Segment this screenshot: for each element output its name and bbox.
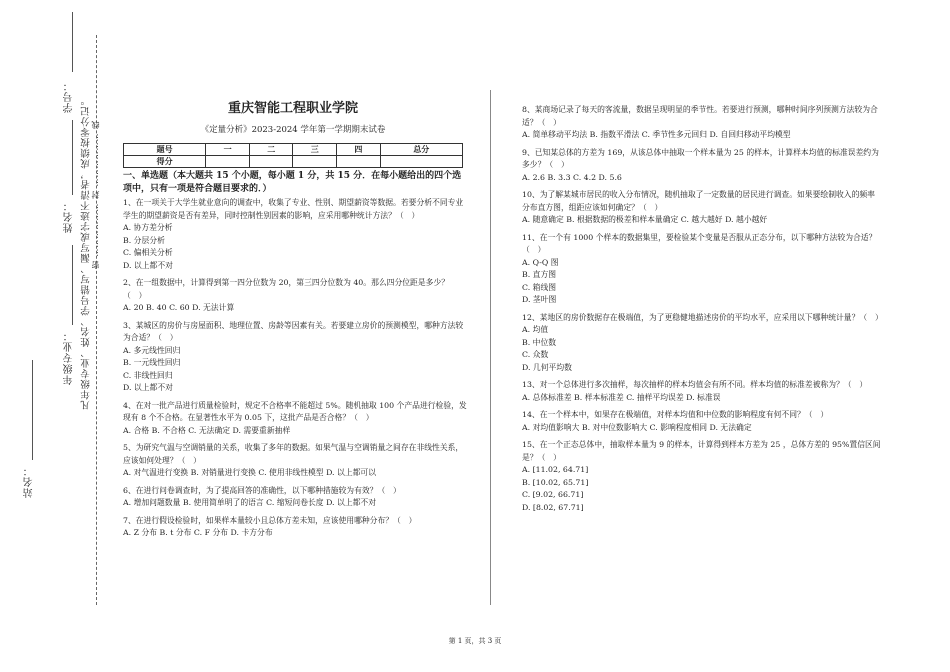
score-cell: 一 — [206, 144, 250, 156]
question-2 — [123, 277, 468, 315]
score-cell: 四 — [337, 144, 381, 156]
question-stem: 12、某地区的房价数据存在极端值，为了更稳健地描述房价的平均水平，应采用以下哪种统计量？（ ） — [522, 312, 883, 322]
question-option: A. [11.02, 64.71] — [522, 465, 589, 474]
unit-label: 站名： — [24, 465, 35, 498]
question-option: D. 茎叶图 — [522, 295, 557, 304]
question-option: D. 几何平均数 — [522, 362, 572, 372]
school-name: 重庆智能工程职业学院 — [227, 101, 358, 116]
page-footer: 第 1 页，共 3 页 — [448, 637, 502, 645]
score-entry-cell[interactable] — [337, 156, 381, 168]
score-table-header-row — [124, 144, 463, 156]
name-label: 姓名： — [64, 200, 75, 233]
score-entry-cell[interactable] — [249, 156, 293, 168]
question-option: B. 直方图 — [522, 270, 557, 279]
question-option: A. Q-Q 图 — [522, 257, 559, 267]
question-option: B. 分层分析 — [123, 235, 165, 245]
question-option: D. [8.02, 67.71] — [522, 502, 584, 512]
question-stem: 10、为了解某城市居民的收入分布情况，随机抽取了一定数量的居民进行调查。如果要绘制收入的频率分布直方图，组距应该如何确定？（ ） — [522, 190, 875, 212]
score-cell: 总分 — [380, 144, 462, 156]
name-field[interactable] — [72, 120, 73, 195]
question-6 — [123, 485, 468, 510]
question-11 — [522, 232, 882, 307]
question-option: D. 以上都不对 — [123, 383, 173, 392]
question-stem: 11、在一个有 1000 个样本的数据集里，要检验某个变量是否服从正态分布，以下哪种方法较为合适？（ ） — [522, 232, 877, 254]
question-option: A. 合格 B. 不合格 C. 无法确定 D. 需要重新抽样 — [123, 425, 291, 435]
grade-major-label: 年级专业： — [64, 330, 75, 385]
question-option: C. 众数 — [522, 350, 549, 359]
grade-major-field[interactable] — [72, 245, 73, 325]
question-stem: 7、在进行假设检验时，如果样本量较小且总体方差未知，应该使用哪种分布？（ ） — [123, 515, 417, 525]
question-9 — [522, 147, 882, 185]
score-row-label: 得分 — [124, 156, 206, 168]
question-10 — [522, 189, 882, 227]
question-option: A. 总体标准差 B. 样本标准差 C. 抽样平均误差 D. 标准误 — [522, 392, 721, 402]
question-option: A. 随意确定 B. 根据数据的极差和样本量确定 C. 越大越好 D. 越小越好 — [522, 215, 768, 224]
question-option: A. 多元线性回归 — [123, 345, 181, 355]
binding-notice: 凡年级专业、姓名、学号错写、漏写或字迹不清者，成绩按零分记。 — [81, 95, 92, 410]
question-1 — [123, 197, 468, 272]
question-stem: 9、已知某总体的方差为 169，从该总体中抽取一个样本量为 25 的样本，计算样本均值的标准误差约为多少？（ ） — [522, 147, 879, 169]
question-3 — [123, 320, 468, 395]
question-7 — [123, 515, 468, 540]
question-stem: 2、在一组数据中，计算得到第一四分位数为 20，第三四分位数为 40。那么四分位距是多少？（ ） — [123, 278, 450, 300]
question-4 — [123, 400, 468, 438]
question-13 — [522, 379, 882, 404]
question-stem: 14、在一个样本中，如果存在极端值，对样本均值和中位数的影响程度有何不同？（ ） — [522, 410, 829, 419]
question-option: C. 箱线图 — [522, 282, 557, 292]
question-option: C. 偏相关分析 — [123, 248, 173, 257]
score-cell: 题号 — [124, 144, 206, 156]
score-entry-cell[interactable] — [380, 156, 462, 168]
right-question-list — [522, 104, 882, 519]
question-option: A. 简单移动平均法 B. 指数平滑法 C. 季节性多元回归 D. 自回归移动平均模型 — [522, 130, 791, 139]
score-entry-cell[interactable] — [293, 156, 337, 168]
question-option: A. 增加问题数量 B. 使用简单明了的语言 C. 缩短问卷长度 D. 以上都不对 — [123, 498, 376, 507]
question-option: A. 20 B. 40 C. 60 D. 无法计算 — [123, 303, 235, 312]
seal-text: 密 ……………… 封 ……………… 线 — [91, 120, 100, 270]
question-option: A. 对均值影响大 B. 对中位数影响大 C. 影响程度相同 D. 无法确定 — [522, 422, 752, 432]
question-option: A. 对气温进行变换 B. 对销量进行变换 C. 使用非线性模型 D. 以上都可以 — [123, 468, 376, 477]
student-id-field[interactable] — [72, 12, 73, 72]
score-entry-cell[interactable] — [206, 156, 250, 168]
question-stem: 4、在对一批产品进行质量检验时，规定不合格率不能超过 5%。随机抽取 100 个产品进行检验，发现有 8 个不合格。在显著性水平为 0.05 下，这批产品是否合格？（ ） — [123, 400, 467, 422]
score-table-score-row — [124, 156, 463, 168]
question-option: C. [9.02, 66.71] — [522, 490, 584, 499]
column-divider — [490, 90, 491, 605]
left-question-list — [123, 197, 468, 545]
question-option: A. Z 分布 B. t 分布 C. F 分布 D. 卡方分布 — [123, 528, 273, 537]
score-table — [123, 143, 463, 168]
question-stem: 5、为研究气温与空调销量的关系，收集了多年的数据。如果气温与空调销量之间存在非线性关系，应该如何处理？（ ） — [123, 443, 464, 465]
question-stem: 6、在进行问卷调查时，为了提高回答的准确性，以下哪种措施较为有效？（ ） — [123, 485, 401, 495]
score-cell: 三 — [293, 144, 337, 156]
question-option: D. 以上都不对 — [123, 260, 173, 270]
score-cell: 二 — [249, 144, 293, 156]
question-option: A. 2.6 B. 3.3 C. 4.2 D. 5.6 — [522, 172, 622, 182]
binding-margin — [0, 0, 110, 672]
question-option: A. 均值 — [522, 325, 549, 334]
question-option: B. [10.02, 65.71] — [522, 477, 589, 487]
question-stem: 8、某商场记录了每天的客流量，数据呈现明显的季节性。若要进行预测，哪种时间序列预测方法较为合适？（ ） — [522, 105, 878, 127]
question-option: B. 一元线性回归 — [123, 358, 181, 367]
student-id-label: 学号： — [64, 80, 75, 113]
question-14 — [522, 409, 882, 434]
question-option: C. 非线性回归 — [123, 370, 173, 380]
unit-field[interactable] — [32, 360, 33, 460]
question-stem: 13、对一个总体进行多次抽样，每次抽样的样本均值会有所不同。样本均值的标准差被称为？（ ） — [522, 380, 868, 389]
question-option: A. 协方差分析 — [123, 223, 173, 232]
section-one-heading: 一、单选题（本大题共 15 个小题，每小题 1 分，共 15 分．在每小题给出的四个选项中，只有一项是符合题目要求的．） — [123, 171, 462, 194]
question-stem: 1、在一项关于大学生就业意向的调查中，收集了专业、性别、期望薪资等数据。若要分析不同专业学生的期望薪资是否有差异，同时控制性别因素的影响，应采用哪种统计方法？（ ） — [123, 198, 464, 220]
question-5 — [123, 442, 468, 480]
question-15 — [522, 439, 882, 514]
question-12 — [522, 312, 882, 375]
question-option: B. 中位数 — [522, 337, 557, 347]
question-stem: 3、某城区的房价与房屋面积、地理位置、房龄等因素有关。若要建立房价的预测模型，哪种方法较为合适？（ ） — [123, 320, 464, 342]
question-stem: 15、在一个正态总体中，抽取样本量为 9 的样本，计算得到样本方差为 25 ，总体方差的 95%置信区间是？（ ） — [522, 440, 881, 462]
question-8 — [522, 104, 882, 142]
exam-title: 《定量分析》2023-2024 学年第一学期期末试卷 — [200, 125, 386, 135]
